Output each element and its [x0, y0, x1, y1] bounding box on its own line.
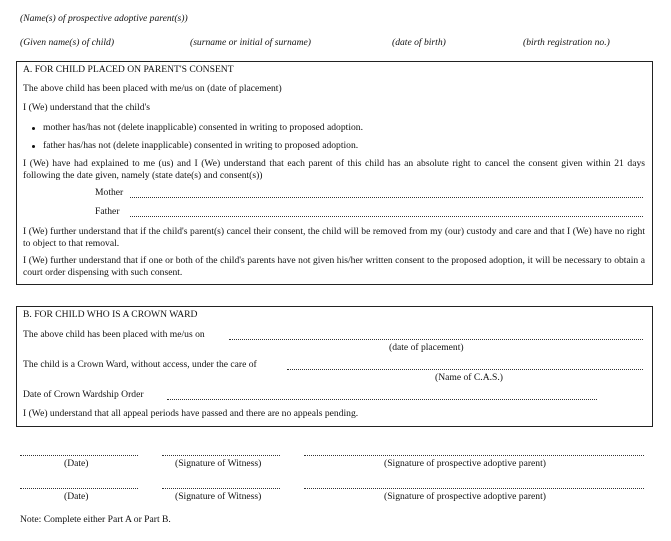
parent-signature-dotted-line[interactable] [304, 488, 644, 489]
part-a-understand-line: I (We) understand that the child's [23, 102, 150, 113]
date-dotted-line[interactable] [20, 455, 138, 456]
mother-label: Mother [95, 187, 124, 198]
father-dotted-line[interactable] [130, 216, 643, 217]
father-label: Father [95, 206, 120, 217]
part-b-section [16, 306, 653, 427]
witness-dotted-line[interactable] [162, 488, 280, 489]
placement-date-dotted-line[interactable] [229, 339, 643, 340]
parent-signature-dotted-line[interactable] [304, 455, 644, 456]
part-a-placement-line: The above child has been placed with me/us on (date of placement) [23, 83, 282, 94]
bullet-icon [32, 127, 35, 130]
parent-signature-caption: (Signature of prospective adoptive parent) [384, 491, 546, 502]
part-a-title: A. FOR CHILD PLACED ON PARENT'S CONSENT [23, 64, 234, 75]
birth-registration-label: (birth registration no.) [523, 37, 610, 48]
appeal-periods-line: I (We) understand that all appeal periods have passed and there are no appeals pending. [23, 408, 359, 419]
cancel-right-paragraph: I (We) have had explained to me (us) and I (We) understand that each parent of this child has an absolute right to cancel the consent given within 21 days following the date given, namely (state date(s) and consent(s)) [23, 158, 645, 181]
crown-ward-line: The child is a Crown Ward, without access, under the care of [23, 359, 257, 370]
cas-name-caption: (Name of C.A.S.) [435, 372, 503, 383]
parent-signature-caption: (Signature of prospective adoptive parent) [384, 458, 546, 469]
part-b-title: B. FOR CHILD WHO IS A CROWN WARD [23, 309, 198, 320]
completion-note: Note: Complete either Part A or Part B. [20, 514, 171, 525]
part-b-placement-line: The above child has been placed with me/us on [23, 329, 205, 340]
father-consent-line: father has/has not (delete inapplicable) consented in writing to proposed adoption. [43, 140, 359, 151]
given-names-label: (Given name(s) of child) [20, 37, 115, 48]
cas-name-dotted-line[interactable] [287, 369, 643, 370]
wardship-order-line: Date of Crown Wardship Order [23, 389, 144, 400]
date-caption: (Date) [64, 491, 89, 502]
part-a-section [16, 61, 653, 285]
court-order-paragraph: I (We) further understand that if one or both of the child's parents have not given his/her written consent to the proposed adoption, it will be necessary to obtain a court order dispensing with such consent. [23, 255, 645, 278]
witness-dotted-line[interactable] [162, 455, 280, 456]
wardship-date-dotted-line[interactable] [167, 399, 597, 400]
date-of-placement-caption: (date of placement) [389, 342, 464, 353]
witness-caption: (Signature of Witness) [175, 458, 262, 469]
parent-names-label: (Name(s) of prospective adoptive parent(s)) [20, 13, 188, 24]
date-dotted-line[interactable] [20, 488, 138, 489]
mother-dotted-line[interactable] [130, 197, 643, 198]
witness-caption: (Signature of Witness) [175, 491, 262, 502]
mother-consent-line: mother has/has not (delete inapplicable) consented in writing to proposed adoption. [43, 122, 363, 133]
bullet-icon [32, 145, 35, 148]
date-caption: (Date) [64, 458, 89, 469]
date-of-birth-label: (date of birth) [392, 37, 446, 48]
removal-paragraph: I (We) further understand that if the child's parent(s) cancel their consent, the child will be removed from my (our) custody and care and that I (We) have no right to object to that removal. [23, 226, 645, 249]
surname-label: (surname or initial of surname) [190, 37, 311, 48]
